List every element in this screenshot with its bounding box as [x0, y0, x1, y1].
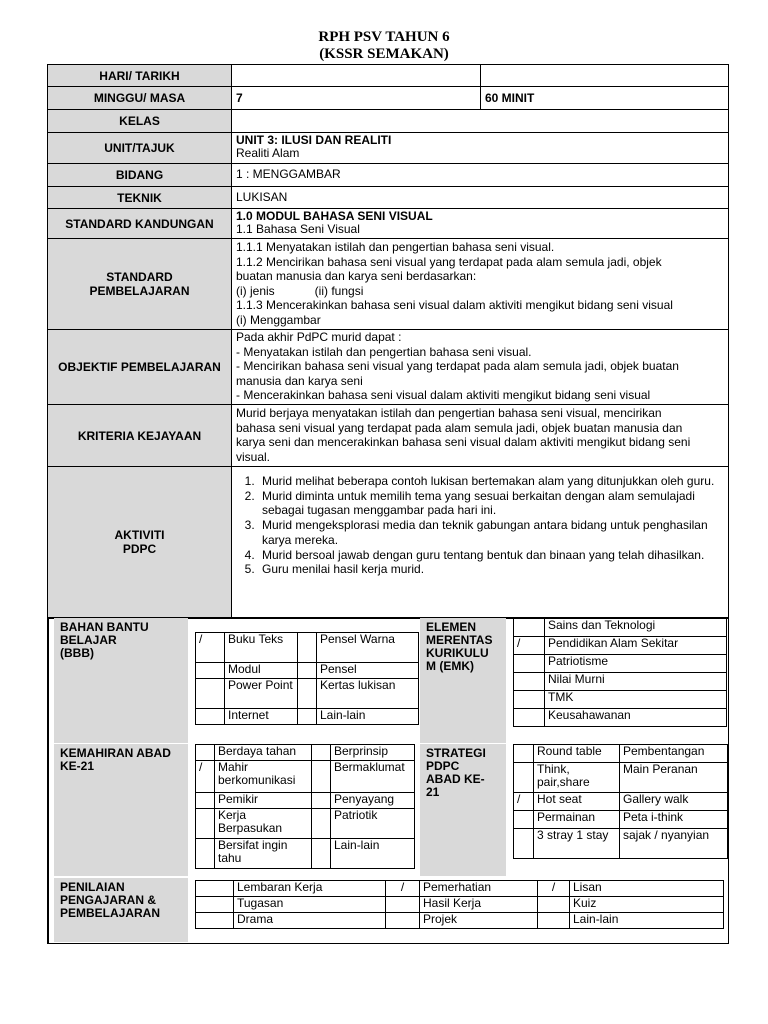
penilaian-check[interactable] [386, 897, 420, 913]
hari-value [231, 64, 481, 87]
emk-item: Sains dan Teknologi [545, 619, 727, 637]
abad-check[interactable]: / [196, 761, 215, 793]
abad-check[interactable] [196, 839, 215, 869]
penilaian-check[interactable] [538, 913, 570, 929]
abad-label [54, 744, 188, 876]
abad-item: Berprinsip [331, 745, 415, 761]
strategi-item: Think, pair,share [534, 763, 620, 793]
penilaian-check[interactable] [196, 913, 234, 929]
abad-table [195, 744, 415, 869]
aktiviti-label-line2: PDPC [122, 542, 157, 556]
minggu-label: MINGGU/ MASA [47, 86, 232, 110]
bbb-item: Modul [225, 663, 298, 679]
strategi-check[interactable] [514, 745, 534, 763]
obj-line: - Mencirikan bahasa seni visual yang terdapat pada alam semula jadi, objek buatan [236, 359, 679, 374]
unit-subtitle: Realiti Alam [236, 146, 300, 160]
abad-check[interactable] [312, 761, 331, 793]
emk-item: Keusahawanan [545, 709, 727, 727]
abad-check[interactable] [312, 793, 331, 809]
abad-item: Berdaya tahan [215, 745, 312, 761]
sk-subtitle: 1.1 Bahasa Seni Visual [236, 222, 360, 236]
obj-value [231, 329, 729, 405]
strategi-item: Pembentangan [620, 745, 728, 763]
aktiviti-item: 4. Murid bersoal jawab dengan guru tentang bentuk dan binaan yang telah dihasilkan. [258, 548, 716, 563]
aktiviti-value [231, 466, 729, 618]
kk-line: visual. [236, 449, 271, 464]
sp-value [231, 238, 729, 330]
bbb-check[interactable] [298, 709, 317, 725]
penilaian-check[interactable]: / [386, 881, 420, 897]
doc-subtitle: (KSSR SEMAKAN) [319, 46, 449, 62]
abad-label-line1: KEMAHIRAN ABAD [60, 746, 171, 760]
penilaian-label-line2: PENGAJARAN & [60, 893, 157, 907]
emk-table [513, 618, 727, 727]
sp-line: (i) Menggambar [236, 312, 321, 327]
bbb-check[interactable]: / [196, 633, 225, 663]
abad-check[interactable] [196, 745, 215, 761]
emk-label-line3: KURIKULU [426, 646, 489, 660]
bbb-check[interactable] [298, 679, 317, 709]
penilaian-table [195, 880, 724, 929]
masa-value: 60 MINIT [480, 86, 729, 110]
obj-line: manusia dan karya seni [236, 373, 363, 388]
bbb-label-line3: (BBB) [60, 646, 94, 660]
strategi-check[interactable] [514, 763, 534, 793]
bidang-label: BIDANG [47, 163, 232, 187]
strategi-item: Peta i-think [620, 811, 728, 829]
bbb-check[interactable] [196, 663, 225, 679]
abad-check[interactable] [312, 745, 331, 761]
strategi-check[interactable] [514, 811, 534, 829]
bbb-label [54, 618, 188, 743]
abad-check[interactable] [312, 809, 331, 839]
strategi-item: Main Peranan [620, 763, 728, 793]
emk-check[interactable]: / [514, 637, 545, 655]
bbb-item: Internet [225, 709, 298, 725]
hari-label: HARI/ TARIKH [47, 64, 232, 87]
sk-label: STANDARD KANDUNGAN [47, 208, 232, 239]
penilaian-label-line1: PENILAIAN [60, 880, 125, 894]
sp-label [47, 238, 232, 330]
strategi-label-line2: PDPC [426, 759, 460, 773]
kk-label: KRITERIA KEJAYAAN [47, 404, 232, 467]
strategi-check[interactable] [514, 829, 534, 859]
bbb-check[interactable] [196, 709, 225, 725]
sp-line: 1.1.2 Mencirikan bahasa seni visual yang terdapat pada alam semula jadi, objek [236, 254, 662, 269]
abad-item: Bermaklumat [331, 761, 415, 793]
strategi-label-line3: ABAD KE- [426, 772, 485, 786]
kk-line: karya seni dan mencerakinkan bahasa seni visual dalam aktiviti mengikut bidang seni [236, 435, 691, 450]
obj-line: - Menyatakan istilah dan pengertian bahasa seni visual. [236, 344, 532, 359]
teknik-label: TEKNIK [47, 186, 232, 209]
bbb-item: Pensel [317, 663, 419, 679]
sp-line: buatan manusia dan karya seni berdasarkan: [236, 269, 477, 284]
abad-item: Mahir berkomunikasi [215, 761, 312, 793]
sk-value [231, 208, 729, 239]
kk-line: Murid berjaya menyatakan istilah dan pengertian bahasa seni visual, mencirikan [236, 406, 662, 420]
emk-item: Nilai Murni [545, 673, 727, 691]
abad-item: Lain-lain [331, 839, 415, 869]
penilaian-item: Pemerhatian [420, 881, 538, 897]
penilaian-check[interactable] [386, 913, 420, 929]
aktiviti-list [236, 474, 716, 577]
emk-check[interactable] [514, 619, 545, 637]
emk-label-line1: ELEMEN [426, 620, 477, 634]
bbb-table [195, 632, 419, 725]
penilaian-check[interactable] [196, 897, 234, 913]
kelas-value [231, 109, 729, 133]
abad-item: Penyayang [331, 793, 415, 809]
tarikh-value [480, 64, 729, 87]
lower-frame-left-rule [47, 617, 49, 944]
strategi-item: Hot seat [534, 793, 620, 811]
bbb-label-line1: BAHAN BANTU [60, 620, 149, 634]
obj-line: - Mencerakinkan bahasa seni visual dalam aktiviti mengikut bidang seni visual [236, 388, 651, 403]
bbb-label-line2: BELAJAR [60, 633, 117, 647]
emk-check[interactable] [514, 673, 545, 691]
obj-line: Pada akhir PdPC murid dapat : [236, 330, 402, 344]
penilaian-check[interactable] [196, 881, 234, 897]
abad-label-line2: KE-21 [60, 759, 95, 773]
bbb-item: Pensel Warna [317, 633, 419, 663]
bbb-item: Kertas lukisan [317, 679, 419, 709]
sp-label-line2: PEMBELAJARAN [89, 284, 190, 298]
aktiviti-item: 3. Murid mengeksplorasi media dan teknik gabungan antara bidang untuk penghasilan karya mereka. [258, 518, 716, 547]
penilaian-check[interactable]: / [538, 881, 570, 897]
strategi-item: Round table [534, 745, 620, 763]
abad-item: Kerja Berpasukan [215, 809, 312, 839]
sp-line: 1.1.1 Menyatakan istilah dan pengertian bahasa seni visual. [236, 240, 555, 254]
bbb-item: Power Point [225, 679, 298, 709]
sp-label-line1: STANDARD [106, 270, 173, 284]
bbb-check[interactable] [196, 679, 225, 709]
emk-item: TMK [545, 691, 727, 709]
penilaian-item: Tugasan [234, 897, 386, 913]
unit-value [231, 132, 729, 164]
unit-label: UNIT/TAJUK [47, 132, 232, 164]
penilaian-item: Kuiz [570, 897, 724, 913]
emk-item: Patriotisme [545, 655, 727, 673]
sp-line: (i) jenis (ii) fungsi [236, 283, 364, 298]
penilaian-item: Lisan [570, 881, 724, 897]
penilaian-item: Lembaran Kerja [234, 881, 386, 897]
strategi-label-line1: STRATEGI [426, 746, 486, 760]
strategi-check[interactable]: / [514, 793, 534, 811]
bbb-item: Lain-lain [317, 709, 419, 725]
strategi-label-line4: 21 [426, 785, 440, 799]
emk-check[interactable] [514, 691, 545, 709]
bbb-item: Buku Teks [225, 633, 298, 663]
aktiviti-label-line1: AKTIVITI [114, 528, 165, 542]
emk-item: Pendidikan Alam Sekitar [545, 637, 727, 655]
penilaian-item: Hasil Kerja [420, 897, 538, 913]
kk-value [231, 404, 729, 467]
bbb-check[interactable] [298, 633, 317, 663]
bidang-value: 1 : MENGGAMBAR [231, 163, 729, 187]
abad-item: Patriotik [331, 809, 415, 839]
emk-label-line2: MERENTAS [426, 633, 493, 647]
emk-label [420, 618, 506, 743]
strategi-item: 3 stray 1 stay [534, 829, 620, 859]
aktiviti-item: 2. Murid diminta untuk memilih tema yang sesuai berkaitan dengan alam semulajadi sebagai tugasan menggambar pada hari ini. [258, 489, 716, 518]
teknik-value: LUKISAN [231, 186, 729, 209]
aktiviti-label [47, 466, 232, 618]
unit-title: UNIT 3: ILUSI DAN REALITI [236, 133, 392, 147]
penilaian-check[interactable] [538, 897, 570, 913]
sk-title: 1.0 MODUL BAHASA SENI VISUAL [236, 209, 433, 223]
strategi-item: Permainan [534, 811, 620, 829]
emk-label-line4: M (EMK) [426, 659, 474, 673]
penilaian-item: Drama [234, 913, 386, 929]
kk-line: bahasa seni visual yang terdapat pada alam semula jadi, objek buatan manusia dan [236, 420, 683, 435]
kelas-label: KELAS [47, 109, 232, 133]
penilaian-item: Projek [420, 913, 538, 929]
abad-check[interactable] [312, 839, 331, 869]
strategi-item: sajak / nyanyian [620, 829, 728, 859]
abad-check[interactable] [196, 809, 215, 839]
aktiviti-item: 5. Guru menilai hasil kerja murid. [258, 562, 716, 577]
strategi-item: Gallery walk [620, 793, 728, 811]
emk-check[interactable] [514, 709, 545, 727]
abad-item: Pemikir [215, 793, 312, 809]
sp-line: 1.1.3 Mencerakinkan bahasa seni visual dalam aktiviti mengikut bidang seni visual [236, 298, 673, 313]
abad-check[interactable] [196, 793, 215, 809]
strategi-table [513, 744, 728, 859]
penilaian-label [54, 878, 188, 942]
doc-title: RPH PSV TAHUN 6 [318, 29, 450, 45]
penilaian-label-line3: PEMBELAJARAN [60, 906, 161, 920]
minggu-value: 7 [231, 86, 481, 110]
abad-item: Bersifat ingin tahu [215, 839, 312, 869]
strategi-label [420, 744, 506, 876]
aktiviti-item: 1. Murid melihat beberapa contoh lukisan bertemakan alam yang ditunjukkan oleh guru. [258, 474, 716, 489]
bbb-check[interactable] [298, 663, 317, 679]
obj-label: OBJEKTIF PEMBELAJARAN [47, 329, 232, 405]
penilaian-item: Lain-lain [570, 913, 724, 929]
emk-check[interactable] [514, 655, 545, 673]
